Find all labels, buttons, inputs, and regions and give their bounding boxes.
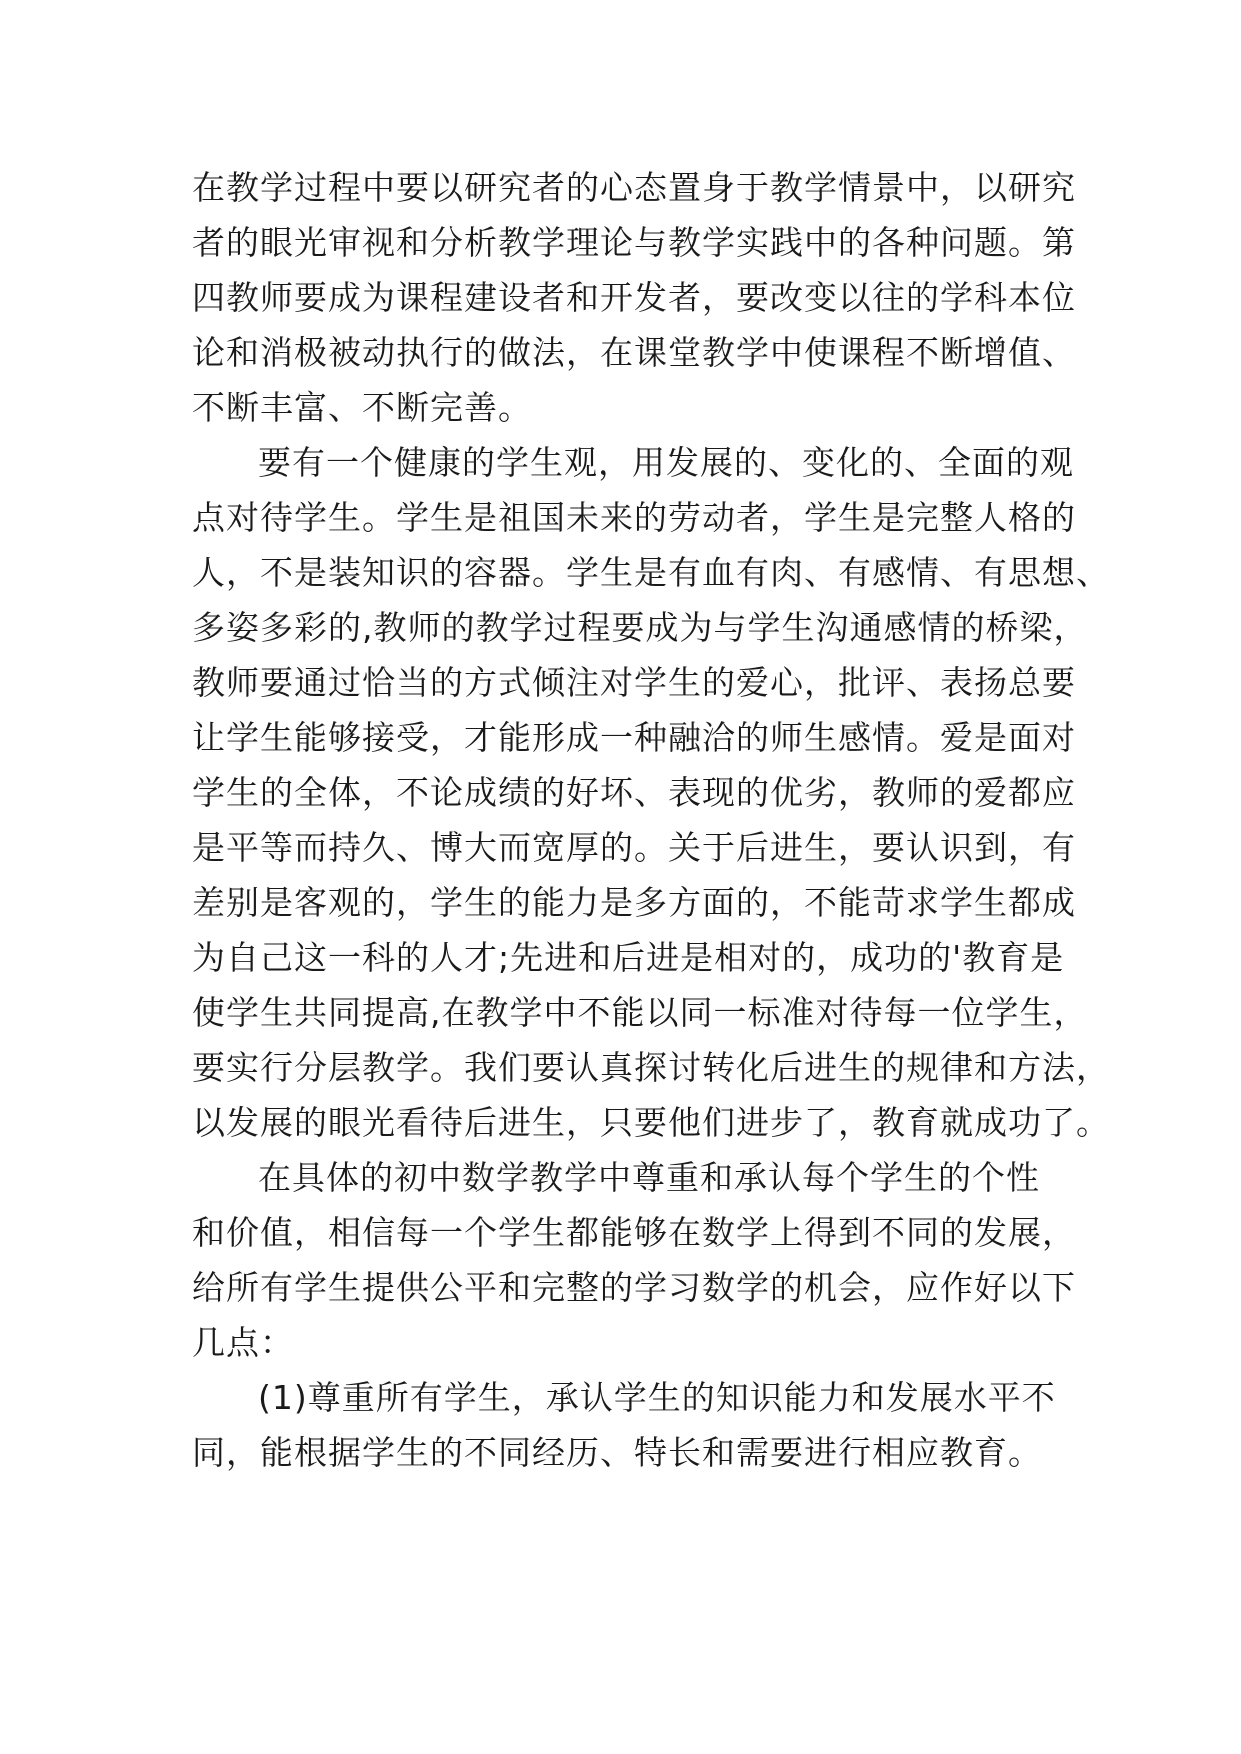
body-text	[192, 160, 1110, 1480]
text-line: 要有一个健康的学生观，用发展的、变化的、全面的观	[258, 443, 1074, 482]
text-line: 同，能根据学生的不同经历、特长和需要进行相应教育。	[192, 1433, 1042, 1472]
text-line: 以发展的眼光看待后进生，只要他们进步了，教育就成功了。	[192, 1103, 1110, 1142]
text-line: 论和消极被动执行的做法，在课堂教学中使课程不断增值、	[192, 333, 1076, 372]
text-line: 使学生共同提高,在教学中不能以同一标准对待每一位学生，	[192, 993, 1088, 1032]
text-line: 人，不是装知识的容器。学生是有血有肉、有感情、有思想、	[192, 553, 1110, 592]
text-line: 让学生能够接受，才能形成一种融洽的师生感情。爱是面对	[192, 718, 1076, 757]
text-line: 点对待学生。学生是祖国未来的劳动者，学生是完整人格的	[192, 498, 1076, 537]
text-line: 差别是客观的，学生的能力是多方面的，不能苛求学生都成	[192, 883, 1076, 922]
text-line: 多姿多彩的,教师的教学过程要成为与学生沟通感情的桥梁，	[192, 608, 1088, 647]
text-line: 学生的全体，不论成绩的好坏、表现的优劣，教师的爱都应	[192, 773, 1076, 812]
text-line: 是平等而持久、博大而宽厚的。关于后进生，要认识到，有	[192, 828, 1076, 867]
text-line: 和价值，相信每一个学生都能够在数学上得到不同的发展，	[192, 1213, 1076, 1252]
text-line: (1)尊重所有学生，承认学生的知识能力和发展水平不	[258, 1378, 1056, 1417]
text-line: 教师要通过恰当的方式倾注对学生的爱心，批评、表扬总要	[192, 663, 1076, 702]
text-line: 在具体的初中数学教学中尊重和承认每个学生的个性	[258, 1158, 1040, 1197]
text-line: 要实行分层教学。我们要认真探讨转化后进生的规律和方法，	[192, 1048, 1110, 1087]
text-line: 几点：	[192, 1323, 294, 1362]
text-line: 四教师要成为课程建设者和开发者，要改变以往的学科本位	[192, 278, 1076, 317]
text-line: 给所有学生提供公平和完整的学习数学的机会，应作好以下	[192, 1268, 1076, 1307]
text-line: 为自己这一科的人才;先进和后进是相对的，成功的'教育是	[192, 938, 1065, 977]
text-line: 者的眼光审视和分析教学理论与教学实践中的各种问题。第	[192, 223, 1076, 262]
text-line: 不断丰富、不断完善。	[192, 388, 532, 427]
text-line: 在教学过程中要以研究者的心态置身于教学情景中，以研究	[192, 168, 1076, 207]
